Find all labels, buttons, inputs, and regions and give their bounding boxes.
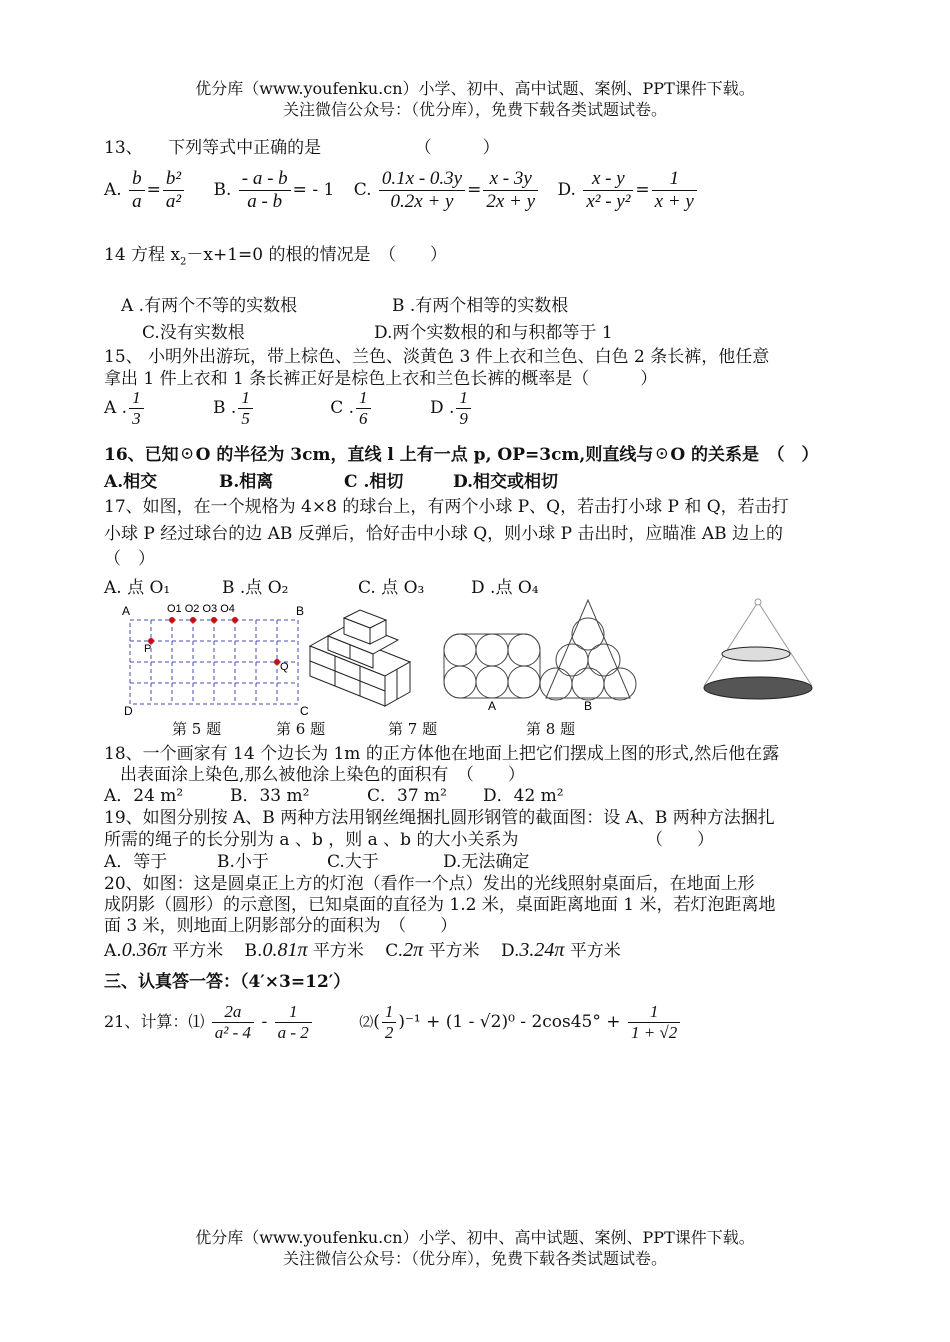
q20-a-value: 0.36π xyxy=(121,939,167,961)
billiard-table-figure xyxy=(122,603,309,718)
cube-pyramid-figure xyxy=(310,610,410,706)
q21-p2-b-den: 1 + √2 xyxy=(628,1022,680,1043)
q19-option-c: C.大于 xyxy=(327,852,379,872)
q15-c-num: 1 xyxy=(359,388,368,407)
caption-8: 第 8 题 xyxy=(526,720,576,738)
q17-line-2: 小球 P 经过球台的边 AB 反弹后，恰好击中小球 Q，则小球 P 击出时，应瞄准 AB 边上的 xyxy=(104,524,783,544)
q15-b-label: B . xyxy=(213,398,237,418)
q16-option-a: A.相交 xyxy=(104,472,158,492)
q13-a-lhs xyxy=(129,168,145,213)
q14-option-b: B .有两个相等的实数根 xyxy=(392,296,569,316)
q18-option-d: D．42 m² xyxy=(483,786,564,806)
q15-a-frac xyxy=(129,388,144,429)
q20-a-unit: 平方米 xyxy=(172,941,224,961)
q21-f2-den: a - 2 xyxy=(275,1022,312,1043)
q20-c-label: C. xyxy=(385,941,404,961)
q15-d-num: 1 xyxy=(459,388,468,407)
q15-b-frac xyxy=(238,388,253,429)
q15-options xyxy=(104,388,473,429)
header-line-1: 优分库（www.youfenku.cn）小学、初中、高中试题、案例、PPT课件下载。 xyxy=(195,79,755,98)
q13-stem: 13、 下列等式中正确的是 （ ） xyxy=(104,138,500,158)
q15-c-label: C . xyxy=(330,398,355,418)
q20-d-label: D. xyxy=(500,941,520,961)
q15-d-frac xyxy=(456,388,471,429)
corner-c-label: C xyxy=(300,704,309,718)
q16-option-d: D.相交或相切 xyxy=(453,472,559,492)
q21-p2-b-num: 1 xyxy=(649,1002,659,1021)
caption-7: 第 7 题 xyxy=(388,720,438,738)
q14-option-a: A .有两个不等的实数根 xyxy=(121,296,298,316)
caption-6: 第 6 题 xyxy=(276,720,326,738)
q15-b-den: 5 xyxy=(238,408,253,429)
q13-c-rhs xyxy=(483,168,538,213)
q20-a-label: A. xyxy=(104,941,122,961)
q18-line-1: 18、一个画家有 14 个边长为 1m 的正方体他在地面上把它们摆成上图的形式,然后他在露 xyxy=(104,744,780,764)
q15-a-label: A . xyxy=(104,398,128,418)
q21-f1 xyxy=(212,1002,254,1043)
q21-expressions: 21、计算：⑴ $\frac{2a}{\text{a² - 4}}$ - $\frac{1}{a - 2}$ ⑵( $\frac{1}{2}$ )⁻¹ + (1 - √2)⁰ - 2cos45° + $\frac{1}{1 + √2}$ xyxy=(104,1002,682,1043)
grid-lines xyxy=(130,620,298,704)
q17-option-c: C. 点 O₃ xyxy=(358,578,425,598)
q-label: Q xyxy=(280,661,289,673)
q15-a-den: 3 xyxy=(129,408,144,429)
header-line-2: 关注微信公众号：（优分库），免费下载各类试题试卷。 xyxy=(282,100,667,119)
q21-p2-a xyxy=(382,1002,397,1043)
pipes-figure-a xyxy=(444,634,540,698)
q15-line-2: 拿出 1 件上衣和 1 条长裤正好是棕色上衣和兰色长裤的概率是（ ） xyxy=(104,369,658,389)
q15-c-frac xyxy=(356,388,371,429)
q20-line-2: 成阴影（圆形）的示意图，已知桌面的直径为 1.2 米，桌面距离地面 1 米，若灯泡距离地 xyxy=(104,895,776,915)
q16-stem: 16、已知☉O 的半径为 3cm，直线 l 上有一点 p, OP=3cm,则直线与☉O 的关系是 （ ） xyxy=(104,445,819,465)
q13-c-label: C. xyxy=(353,180,372,200)
q18-line-2: 出表面涂上染色,那么被他涂上染色的面积有 （ ） xyxy=(120,765,525,785)
q13-c-lhs-num: 0.1x - 0.3y xyxy=(381,168,463,189)
q14-stem-pre: 14 方程 x xyxy=(104,245,181,265)
q14-stem xyxy=(104,240,447,267)
q21-p2-a-num: 1 xyxy=(384,1002,394,1021)
footer-line-1: 优分库（www.youfenku.cn）小学、初中、高中试题、案例、PPT课件下载。 xyxy=(195,1228,755,1247)
q13-a-rhs xyxy=(163,168,184,213)
q13-b-den: a - b xyxy=(239,190,291,213)
q15-b-num: 1 xyxy=(241,388,250,407)
pipes-b-label: B xyxy=(584,699,593,713)
q18-option-c: C．37 m² xyxy=(367,786,447,806)
q21-minus: - xyxy=(261,1012,268,1032)
q20-c-unit: 平方米 xyxy=(428,941,480,961)
q20-b-value: 0.81π xyxy=(262,939,308,961)
q13-a-lhs-den: a xyxy=(129,190,145,213)
q15-c-den: 6 xyxy=(356,408,371,429)
q16-option-b: B.相离 xyxy=(219,472,274,492)
q13-d-rhs xyxy=(652,168,697,213)
q20-d-unit: 平方米 xyxy=(569,941,621,961)
q20-options xyxy=(104,936,621,962)
q13-d-lhs-num: x - y xyxy=(592,168,625,189)
q19-option-b: B.小于 xyxy=(217,852,269,872)
q17-line-3: （ ） xyxy=(104,549,155,569)
o-labels: O1 O2 O3 O4 xyxy=(167,603,235,615)
q17-option-a: A. 点 O₁ xyxy=(104,578,171,598)
q21-p2-a-den: 2 xyxy=(382,1022,397,1043)
footer-line-2: 关注微信公众号：（优分库），免费下载各类试题试卷。 xyxy=(282,1249,667,1268)
q14-option-c: C.没有实数根 xyxy=(142,323,245,343)
p-label: P xyxy=(144,643,152,655)
q14-stem-post: －x+1=0 的根的情况是 （ ） xyxy=(186,245,448,265)
q17-option-d: D .点 O₄ xyxy=(471,578,539,598)
q13-d-lhs xyxy=(583,168,633,213)
q13-c-lhs-den: 0.2x + y xyxy=(379,190,465,213)
corner-d-label: D xyxy=(124,704,133,718)
caption-5: 第 5 题 xyxy=(172,720,222,738)
q21-p2-mid: )⁻¹ + (1 - √2)⁰ - 2cos45° + xyxy=(398,1012,621,1032)
q13-a-rhs-den: a² xyxy=(163,190,184,213)
q20-d-value: 3.24π xyxy=(519,939,565,961)
q21-p2-label: ⑵ xyxy=(359,1015,374,1031)
q13-a-lhs-num: b xyxy=(132,168,142,189)
q21-f1-num: 2a xyxy=(224,1002,242,1021)
corner-a-label: A xyxy=(122,604,131,618)
q15-d-den: 9 xyxy=(456,408,471,429)
q21-f1-den: a² - 4 xyxy=(212,1022,254,1043)
q13-b-label: B. xyxy=(213,180,232,200)
q13-b-rhs: = - 1 xyxy=(292,180,335,200)
q20-c-value: 2π xyxy=(403,939,424,961)
q13-d-rhs-num: 1 xyxy=(669,168,679,189)
q15-line-1: 15、 小明外出游玩，带上棕色、兰色、淡黄色 3 件上衣和兰色、白色 2 条长裤，他任意 xyxy=(104,347,770,367)
q17-option-b: B .点 O₂ xyxy=(222,578,289,598)
figures-strip xyxy=(110,596,830,720)
pipes-a-label: A xyxy=(488,699,497,713)
q13-options: A. $\frac{b}{a}$ = $\frac{\text{b²}}{\text{a²}}$ B. $\frac{- a - b}{a - b}$ = - 1 C. $\frac{0.1x - 0.3y}{0.2x + y}$ = $\frac{x - 3y}{2x + y}$ D. $\frac{x - y}{\text{x² - y²}}$ = $\frac{1}{x + y}$ xyxy=(104,168,699,213)
q13-d-label: D. xyxy=(557,180,576,200)
q20-b-label: B. xyxy=(244,941,263,961)
q14-option-d: D.两个实数根的和与积都等于 1 xyxy=(374,323,613,343)
q13-c-lhs xyxy=(379,168,465,213)
q13-d-lhs-den: x² - y² xyxy=(583,190,633,213)
q13-a-rhs-num: b² xyxy=(165,168,182,189)
q13-b-num: - a - b xyxy=(241,168,288,189)
q15-d-label: D . xyxy=(429,398,455,418)
lamp-cone-figure xyxy=(704,599,812,699)
q13-c-rhs-den: 2x + y xyxy=(483,190,538,213)
corner-b-label: B xyxy=(296,604,305,618)
q13-b-frac xyxy=(239,168,291,213)
q20-b-unit: 平方米 xyxy=(312,941,364,961)
q15-a-num: 1 xyxy=(132,388,141,407)
pipes-figure-b xyxy=(540,600,636,700)
q14-stem-sub: 2 xyxy=(180,256,187,268)
q18-option-a: A．24 m² xyxy=(104,786,184,806)
q20-line-1: 20、如图：这是圆桌正上方的灯泡（看作一个点）发出的光线照射桌面后，在地面上形 xyxy=(104,874,755,894)
q13-c-rhs-num: x - 3y xyxy=(489,168,532,189)
q13-a-label: A. xyxy=(104,180,122,200)
q16-option-c: C .相切 xyxy=(344,472,404,492)
q19-line-1: 19、如图分别按 A、B 两种方法用钢丝绳捆扎圆形钢管的截面图：设 A、B 两种方法捆扎 xyxy=(104,808,775,828)
q13-d-rhs-den: x + y xyxy=(652,190,697,213)
q19-option-d: D.无法确定 xyxy=(443,852,530,872)
q18-option-b: B．33 m² xyxy=(230,786,310,806)
q21-label: 21、计算：⑴ xyxy=(104,1012,205,1031)
q20-line-3: 面 3 米，则地面上阴影部分的面积为 （ ） xyxy=(104,916,458,936)
q21-f2 xyxy=(275,1002,312,1043)
q17-line-1: 17、如图，在一个规格为 4×8 的球台上，有两个小球 P、Q，若击打小球 P 和 Q，若击打 xyxy=(104,497,789,517)
q21-p2-b xyxy=(628,1002,680,1043)
q19-line-2: 所需的绳子的长分别为 a 、b ，则 a 、b 的大小关系为 （ ） xyxy=(104,830,714,850)
q19-option-a: A．等于 xyxy=(104,852,168,872)
q21-f2-num: 1 xyxy=(288,1002,298,1021)
section-3-title: 三、认真答一答：（4′×3=12′） xyxy=(104,972,351,992)
